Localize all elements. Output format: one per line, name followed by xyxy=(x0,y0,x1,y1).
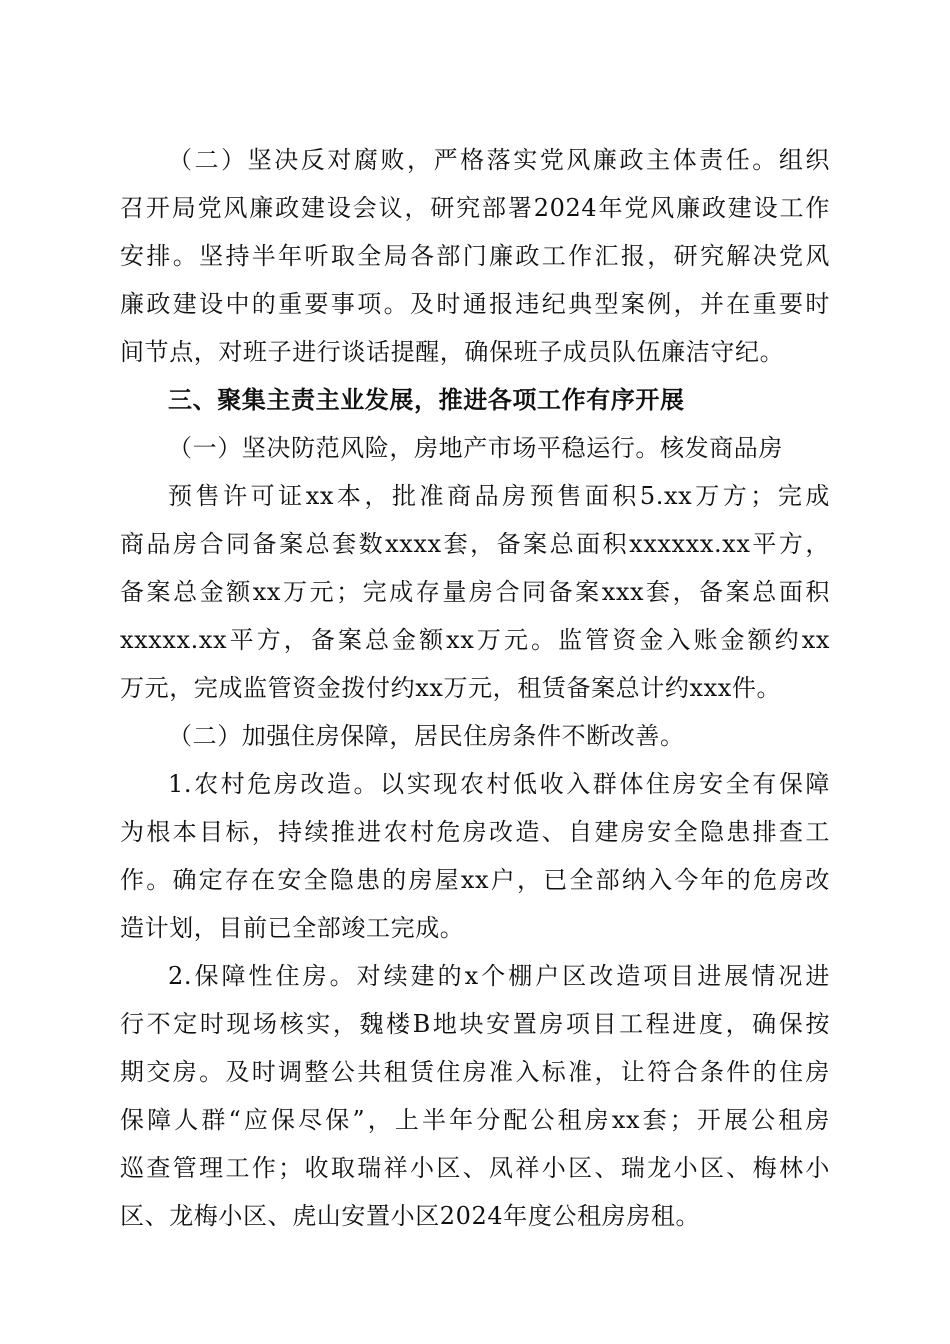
paragraph-line: 安排。坚持半年听取全局各部门廉政工作汇报，研究解决党风 xyxy=(120,242,830,270)
paragraph-line: 区、龙梅小区、虎山安置小区2024年度公租房房租。 xyxy=(120,1202,701,1230)
paragraph-line: 2.保障性住房。对续建的x个棚户区改造项目进展情况进 xyxy=(168,962,830,990)
paragraph-line: xxxxx.xx平方，备案总金额xx万元。监管资金入账金额约xx xyxy=(120,626,830,654)
section-heading: 三、聚集主责主业发展，推进各项工作有序开展 xyxy=(168,385,685,414)
paragraph-line: 间节点，对班子进行谈话提醒，确保班子成员队伍廉洁守纪。 xyxy=(120,338,785,366)
paragraph-line: 商品房合同备案总套数xxxx套，备案总面积xxxxxx.xx平方， xyxy=(120,530,830,558)
paragraph-line: 召开局党风廉政建设会议，研究部署2024年党风廉政建设工作 xyxy=(120,194,830,222)
paragraph-line: （一）坚决防范风险，房地产市场平稳运行。核发商品房 xyxy=(168,434,783,462)
paragraph-line: 备案总金额xx万元；完成存量房合同备案xxx套，备案总面积 xyxy=(120,578,830,606)
paragraph-line: 保障人群“应保尽保”，上半年分配公租房xx套；开展公租房 xyxy=(120,1106,830,1134)
paragraph-line: 期交房。及时调整公共租赁住房准入标准，让符合条件的住房 xyxy=(120,1058,830,1086)
paragraph-line: 作。确定存在安全隐患的房屋xx户，已全部纳入今年的危房改 xyxy=(120,866,830,894)
paragraph-line: 廉政建设中的重要事项。及时通报违纪典型案例，并在重要时 xyxy=(120,290,830,318)
paragraph-line: 预售许可证xx本，批准商品房预售面积5.xx万方；完成 xyxy=(168,482,830,510)
paragraph-line: 万元，完成监管资金拨付约xx万元，租赁备案总计约xxx件。 xyxy=(120,674,782,702)
subsection-heading: （二）加强住房保障，居民住房条件不断改善。 xyxy=(168,722,685,750)
paragraph-line: 行不定时现场核实，魏楼B地块安置房项目工程进度，确保按 xyxy=(120,1010,830,1038)
paragraph-line: 造计划，目前已全部竣工完成。 xyxy=(120,914,465,942)
paragraph-line: （二）坚决反对腐败，严格落实党风廉政主体责任。组织 xyxy=(168,146,830,174)
paragraph-line: 1.农村危房改造。以实现农村低收入群体住房安全有保障 xyxy=(168,770,830,798)
paragraph-line: 巡查管理工作；收取瑞祥小区、凤祥小区、瑞龙小区、梅林小 xyxy=(120,1154,830,1182)
paragraph-line: 为根本目标，持续推进农村危房改造、自建房安全隐患排查工 xyxy=(120,818,830,846)
